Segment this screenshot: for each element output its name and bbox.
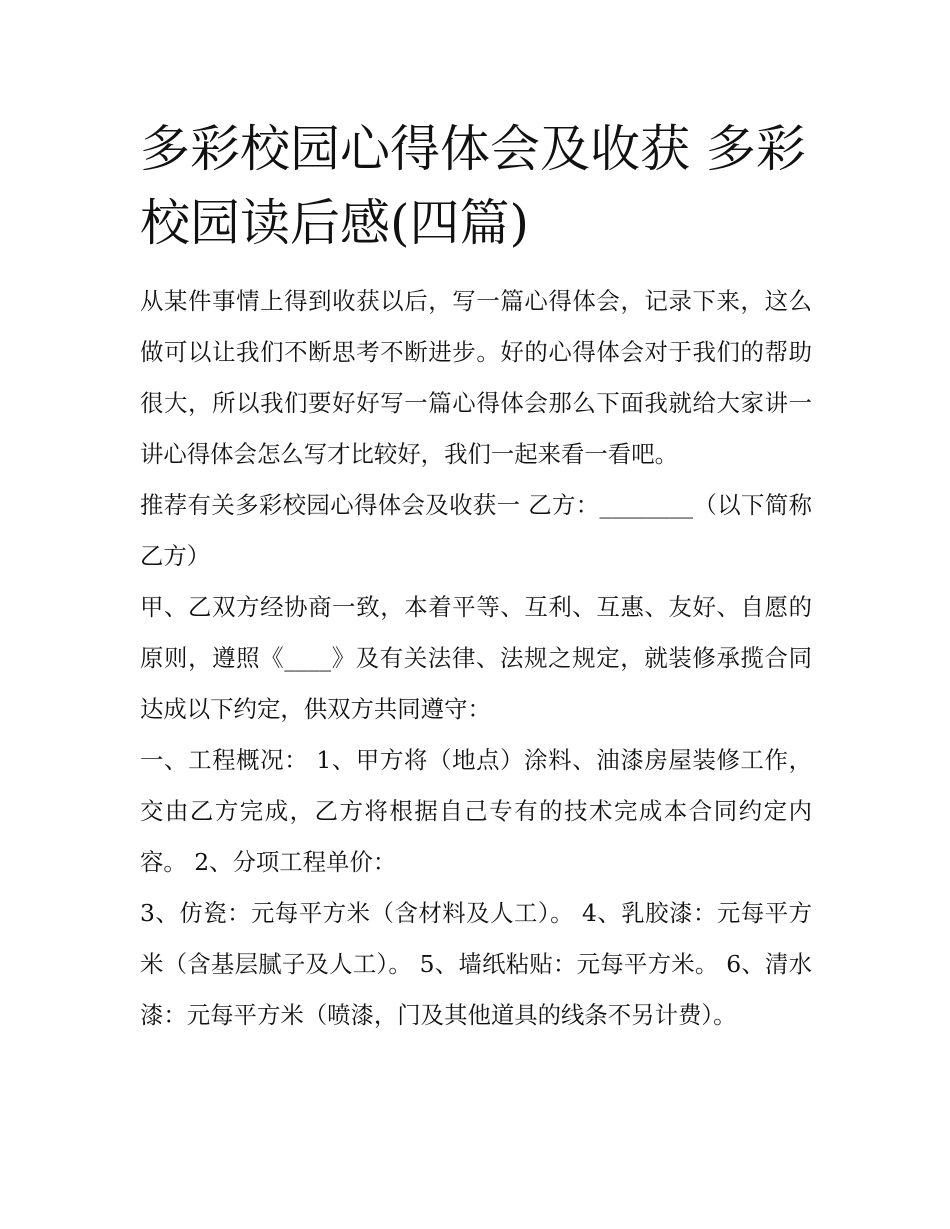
document-body [140,112,812,1041]
paragraph-intro: 从某件事情上得到收获以后，写一篇心得体会，记录下来，这么做可以让我们不断思考不断进步。好的心得体会对于我们的帮助很大，所以我们要好好写一篇心得体会那么下面我就给大家讲一讲心得体会怎么写才比较好，我们一起来看一看吧。 [140,287,812,468]
paragraph-unit-prices: 3、仿瓷：元每平方米（含材料及人工）。 4、乳胶漆：元每平方米（含基层腻子及人工）。 5、墙纸粘贴：元每平方米。 6、清水漆：元每平方米（喷漆，门及其他道具的线条不另计费）。 [140,899,812,1029]
document-title: 多彩校园心得体会及收获 多彩校园读后感(四篇) [140,120,806,252]
paragraph-agreement: 甲、乙双方经协商一致，本着平等、互利、互惠、友好、自愿的原则，遵照《____》及有关法律、法规之规定，就装修承揽合同达成以下约定，供双方共同遵守： [140,593,812,723]
paragraph-party-b: 推荐有关多彩校园心得体会及收获一 乙方：________（以下简称乙方） [140,491,812,570]
paragraph-project-overview: 一、工程概况： 1、甲方将（地点）涂料、油漆房屋装修工作，交由乙方完成，乙方将根据自己专有的技术完成本合同约定内容。 2、分项工程单价： [140,746,812,876]
